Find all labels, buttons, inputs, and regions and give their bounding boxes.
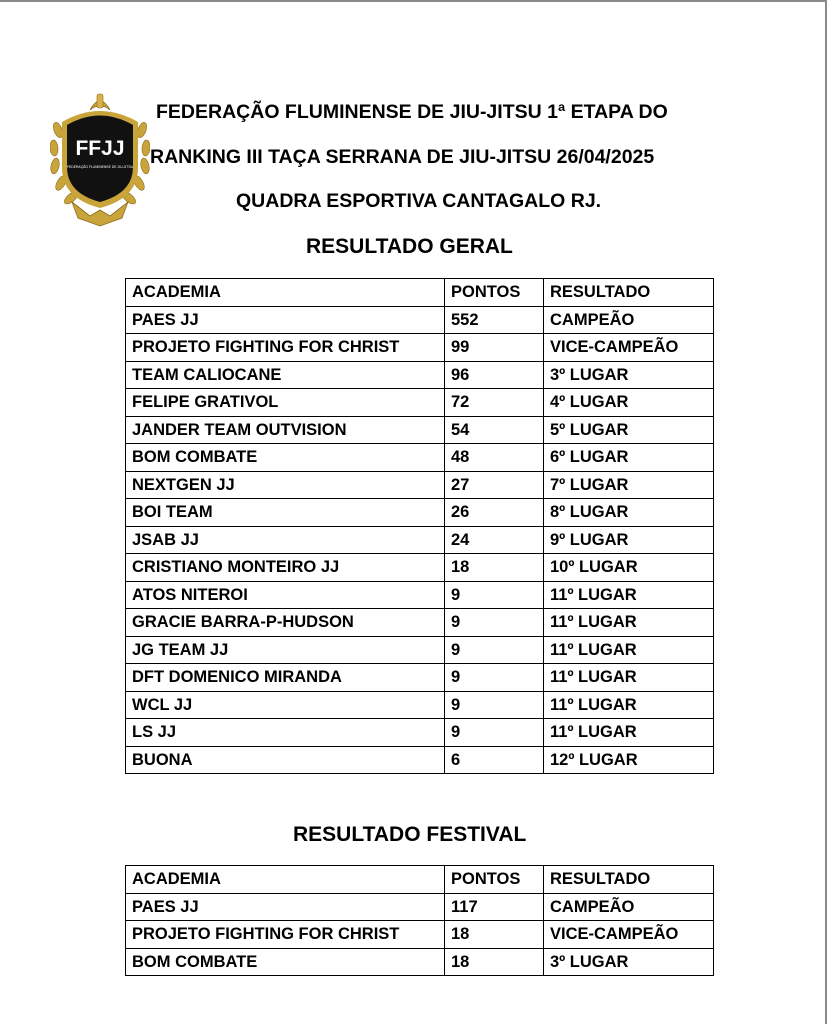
table-row [126, 334, 714, 362]
pontos-cell: 9 [445, 609, 544, 637]
resultado-festival-table [125, 865, 714, 976]
ffjj-logo [50, 90, 150, 228]
table-row [126, 554, 714, 582]
resultado-cell: 10º LUGAR [544, 554, 714, 582]
table-row [126, 893, 714, 921]
pontos-cell: 72 [445, 389, 544, 417]
resultado-cell: 7º LUGAR [544, 471, 714, 499]
pontos-cell: 117 [445, 893, 544, 921]
academia-cell: CRISTIANO MONTEIRO JJ [126, 554, 445, 582]
academia-cell: PAES JJ [126, 893, 445, 921]
pontos-cell: 26 [445, 499, 544, 527]
resultado-cell: 3º LUGAR [544, 361, 714, 389]
table-row [126, 691, 714, 719]
table-body [126, 866, 714, 976]
svg-text:FFJJ: FFJJ [75, 137, 125, 160]
resultado-cell: 11º LUGAR [544, 581, 714, 609]
academia-cell: PAES JJ [126, 306, 445, 334]
column-header: PONTOS [445, 866, 544, 894]
resultado-cell: VICE-CAMPEÃO [544, 334, 714, 362]
table-row [126, 499, 714, 527]
table-header-row [126, 279, 714, 307]
svg-text:FEDERAÇÃO FLUMINENSE DE JIU-JI: FEDERAÇÃO FLUMINENSE DE JIU-JITSU [66, 165, 134, 169]
resultado-cell: 11º LUGAR [544, 664, 714, 692]
resultado-cell: 11º LUGAR [544, 609, 714, 637]
pontos-cell: 96 [445, 361, 544, 389]
table-row [126, 636, 714, 664]
column-header: RESULTADO [544, 279, 714, 307]
resultado-festival-title: RESULTADO FESTIVAL [293, 823, 527, 846]
table-row [126, 444, 714, 472]
resultado-cell: 8º LUGAR [544, 499, 714, 527]
header-line-3: QUADRA ESPORTIVA CANTAGALO RJ. [236, 190, 602, 212]
table-row [126, 581, 714, 609]
pontos-cell: 9 [445, 664, 544, 692]
academia-cell: BOM COMBATE [126, 948, 445, 976]
pontos-cell: 18 [445, 948, 544, 976]
resultado-cell: 9º LUGAR [544, 526, 714, 554]
academia-cell: BUONA [126, 746, 445, 774]
academia-cell: JG TEAM JJ [126, 636, 445, 664]
resultado-cell: VICE-CAMPEÃO [544, 921, 714, 949]
table-body [126, 279, 714, 774]
resultado-cell: 12º LUGAR [544, 746, 714, 774]
academia-cell: PROJETO FIGHTING FOR CHRIST [126, 334, 445, 362]
resultado-cell: 3º LUGAR [544, 948, 714, 976]
academia-cell: NEXTGEN JJ [126, 471, 445, 499]
pontos-cell: 9 [445, 581, 544, 609]
table-row [126, 526, 714, 554]
table-row [126, 306, 714, 334]
pontos-cell: 9 [445, 636, 544, 664]
resultado-geral-title: RESULTADO GERAL [306, 235, 513, 258]
resultado-cell: 5º LUGAR [544, 416, 714, 444]
resultado-cell: 11º LUGAR [544, 636, 714, 664]
academia-cell: LS JJ [126, 719, 445, 747]
resultado-cell: CAMPEÃO [544, 306, 714, 334]
header-line-2: RANKING III TAÇA SERRANA DE JIU-JITSU 26/04/2025 [150, 146, 655, 168]
academia-cell: TEAM CALIOCANE [126, 361, 445, 389]
table-row [126, 471, 714, 499]
pontos-cell: 27 [445, 471, 544, 499]
academia-cell: BOI TEAM [126, 499, 445, 527]
academia-cell: JANDER TEAM OUTVISION [126, 416, 445, 444]
academia-cell: ATOS NITEROI [126, 581, 445, 609]
pontos-cell: 54 [445, 416, 544, 444]
table-row [126, 664, 714, 692]
pontos-cell: 18 [445, 921, 544, 949]
academia-cell: JSAB JJ [126, 526, 445, 554]
pontos-cell: 552 [445, 306, 544, 334]
table-header-row [126, 866, 714, 894]
resultado-cell: CAMPEÃO [544, 893, 714, 921]
pontos-cell: 9 [445, 691, 544, 719]
academia-cell: FELIPE GRATIVOL [126, 389, 445, 417]
resultado-cell: 4º LUGAR [544, 389, 714, 417]
table-row [126, 361, 714, 389]
pontos-cell: 18 [445, 554, 544, 582]
academia-cell: PROJETO FIGHTING FOR CHRIST [126, 921, 445, 949]
column-header: ACADEMIA [126, 279, 445, 307]
table-row [126, 921, 714, 949]
table-row [126, 609, 714, 637]
resultado-cell: 11º LUGAR [544, 691, 714, 719]
column-header: RESULTADO [544, 866, 714, 894]
table-row [126, 416, 714, 444]
pontos-cell: 48 [445, 444, 544, 472]
table-row [126, 746, 714, 774]
header-line-1: FEDERAÇÃO FLUMINENSE DE JIU-JITSU 1ª ETAPA DO [156, 101, 668, 123]
pontos-cell: 6 [445, 746, 544, 774]
table-row [126, 389, 714, 417]
column-header: ACADEMIA [126, 866, 445, 894]
resultado-cell: 6º LUGAR [544, 444, 714, 472]
column-header: PONTOS [445, 279, 544, 307]
academia-cell: DFT DOMENICO MIRANDA [126, 664, 445, 692]
resultado-cell: 11º LUGAR [544, 719, 714, 747]
pontos-cell: 99 [445, 334, 544, 362]
pontos-cell: 9 [445, 719, 544, 747]
table-row [126, 948, 714, 976]
academia-cell: BOM COMBATE [126, 444, 445, 472]
academia-cell: WCL JJ [126, 691, 445, 719]
academia-cell: GRACIE BARRA-P-HUDSON [126, 609, 445, 637]
resultado-geral-table [125, 278, 714, 774]
table-row [126, 719, 714, 747]
pontos-cell: 24 [445, 526, 544, 554]
